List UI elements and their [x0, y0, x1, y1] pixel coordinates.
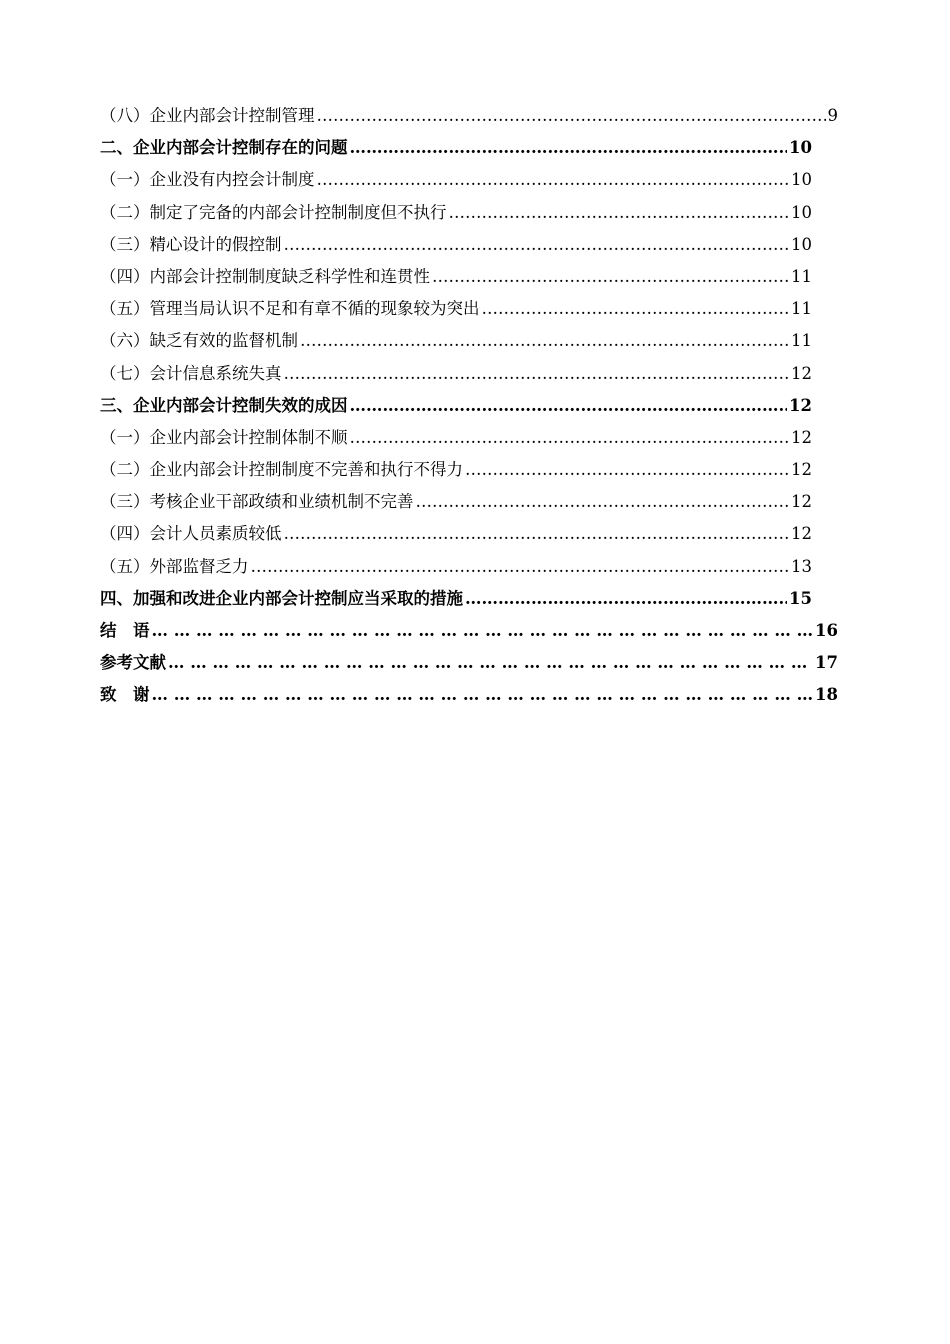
toc-entry-title: 三、企业内部会计控制失效的成因 [100, 395, 348, 415]
toc-entry-title: （八）企业内部会计控制管理 [100, 106, 315, 125]
toc-entry-title: （七）会计信息系统失真 [100, 363, 282, 383]
toc-entry-title: （五）管理当局认识不足和有章不循的现象较为突出 [100, 299, 480, 319]
toc-entry-title: （一）企业内部会计控制体制不顺 [100, 427, 348, 447]
toc-entry[interactable] [100, 422, 838, 454]
toc-leader-dots [350, 132, 788, 164]
toc-chapter-entry[interactable] [100, 679, 838, 711]
toc-entry-page: 10 [789, 138, 812, 158]
toc-leader-dots [350, 390, 788, 422]
toc-entry-title: 二、企业内部会计控制存在的问题 [100, 138, 348, 158]
toc-entry[interactable] [100, 164, 838, 196]
toc-leader-dots [300, 325, 789, 357]
toc-entry-page: 12 [789, 395, 812, 415]
toc-entry-page: 13 [791, 556, 812, 576]
toc-entry[interactable] [100, 293, 838, 325]
toc-entry-page: 12 [791, 492, 812, 512]
toc-entry-page: 11 [791, 299, 812, 319]
toc-entry-page: 16 [815, 621, 838, 640]
toc-leader-dots [152, 679, 814, 711]
table-of-contents [100, 100, 838, 712]
toc-entry-page: 10 [791, 202, 812, 222]
toc-chapter-entry[interactable] [100, 615, 838, 647]
toc-chapter-entry[interactable] [100, 390, 838, 422]
toc-entry-page: 9 [827, 106, 838, 125]
toc-chapter-entry[interactable] [100, 583, 838, 615]
toc-entry-title: 四、加强和改进企业内部会计控制应当采取的措施 [100, 588, 463, 608]
toc-leader-dots [152, 615, 814, 647]
toc-entry-title: （五）外部监督乏力 [100, 556, 249, 576]
toc-entry-page: 11 [791, 266, 812, 286]
toc-leader-dots [284, 518, 790, 550]
toc-chapter-entry[interactable] [100, 132, 838, 164]
toc-leader-dots [449, 197, 790, 229]
toc-entry-page: 12 [791, 427, 812, 447]
toc-entry-title: （二）制定了完备的内部会计控制制度但不执行 [100, 202, 447, 222]
toc-leader-dots [284, 358, 790, 390]
toc-entry-page: 10 [791, 170, 812, 190]
toc-leader-dots [465, 583, 787, 615]
toc-entry-page: 12 [791, 524, 812, 544]
toc-entry[interactable] [100, 325, 838, 357]
toc-entry-page: 12 [791, 363, 812, 383]
toc-entry-page: 17 [815, 653, 838, 673]
toc-entry-page: 12 [791, 460, 812, 480]
toc-entry[interactable] [100, 358, 838, 390]
toc-entry-page: 10 [791, 234, 812, 254]
toc-entry-title: （一）企业没有内控会计制度 [100, 170, 315, 190]
toc-leader-dots [482, 293, 790, 325]
toc-leader-dots [465, 454, 789, 486]
toc-leader-dots [416, 486, 790, 518]
toc-leader-dots [317, 164, 790, 196]
toc-entry[interactable] [100, 261, 838, 293]
toc-leader-dots [432, 261, 789, 293]
toc-entry[interactable] [100, 518, 838, 550]
toc-entry[interactable] [100, 454, 838, 486]
toc-entry[interactable] [100, 551, 838, 583]
toc-entry[interactable] [100, 229, 838, 261]
toc-entry-title: 结 语 [100, 621, 150, 640]
toc-entry-title: （三）精心设计的假控制 [100, 234, 282, 254]
toc-entry[interactable] [100, 486, 838, 518]
toc-leader-dots [168, 647, 813, 679]
toc-entry[interactable] [100, 197, 838, 229]
toc-entry-title: （六）缺乏有效的监督机制 [100, 331, 298, 351]
toc-leader-dots [350, 422, 790, 454]
toc-leader-dots [317, 100, 826, 132]
toc-entry[interactable] [100, 100, 838, 132]
toc-entry-title: （二）企业内部会计控制制度不完善和执行不得力 [100, 460, 463, 480]
toc-entry-title: （四）会计人员素质较低 [100, 524, 282, 544]
toc-leader-dots [284, 229, 790, 261]
toc-entry-page: 15 [789, 588, 812, 608]
toc-entry-page: 11 [791, 331, 812, 351]
toc-entry-title: 致 谢 [100, 685, 150, 705]
toc-entry-title: 参考文献 [100, 653, 166, 673]
toc-entry-title: （三）考核企业干部政绩和业绩机制不完善 [100, 492, 414, 512]
toc-chapter-entry[interactable] [100, 647, 838, 679]
toc-entry-title: （四）内部会计控制制度缺乏科学性和连贯性 [100, 266, 430, 286]
toc-entry-page: 18 [815, 685, 838, 705]
toc-leader-dots [251, 551, 790, 583]
